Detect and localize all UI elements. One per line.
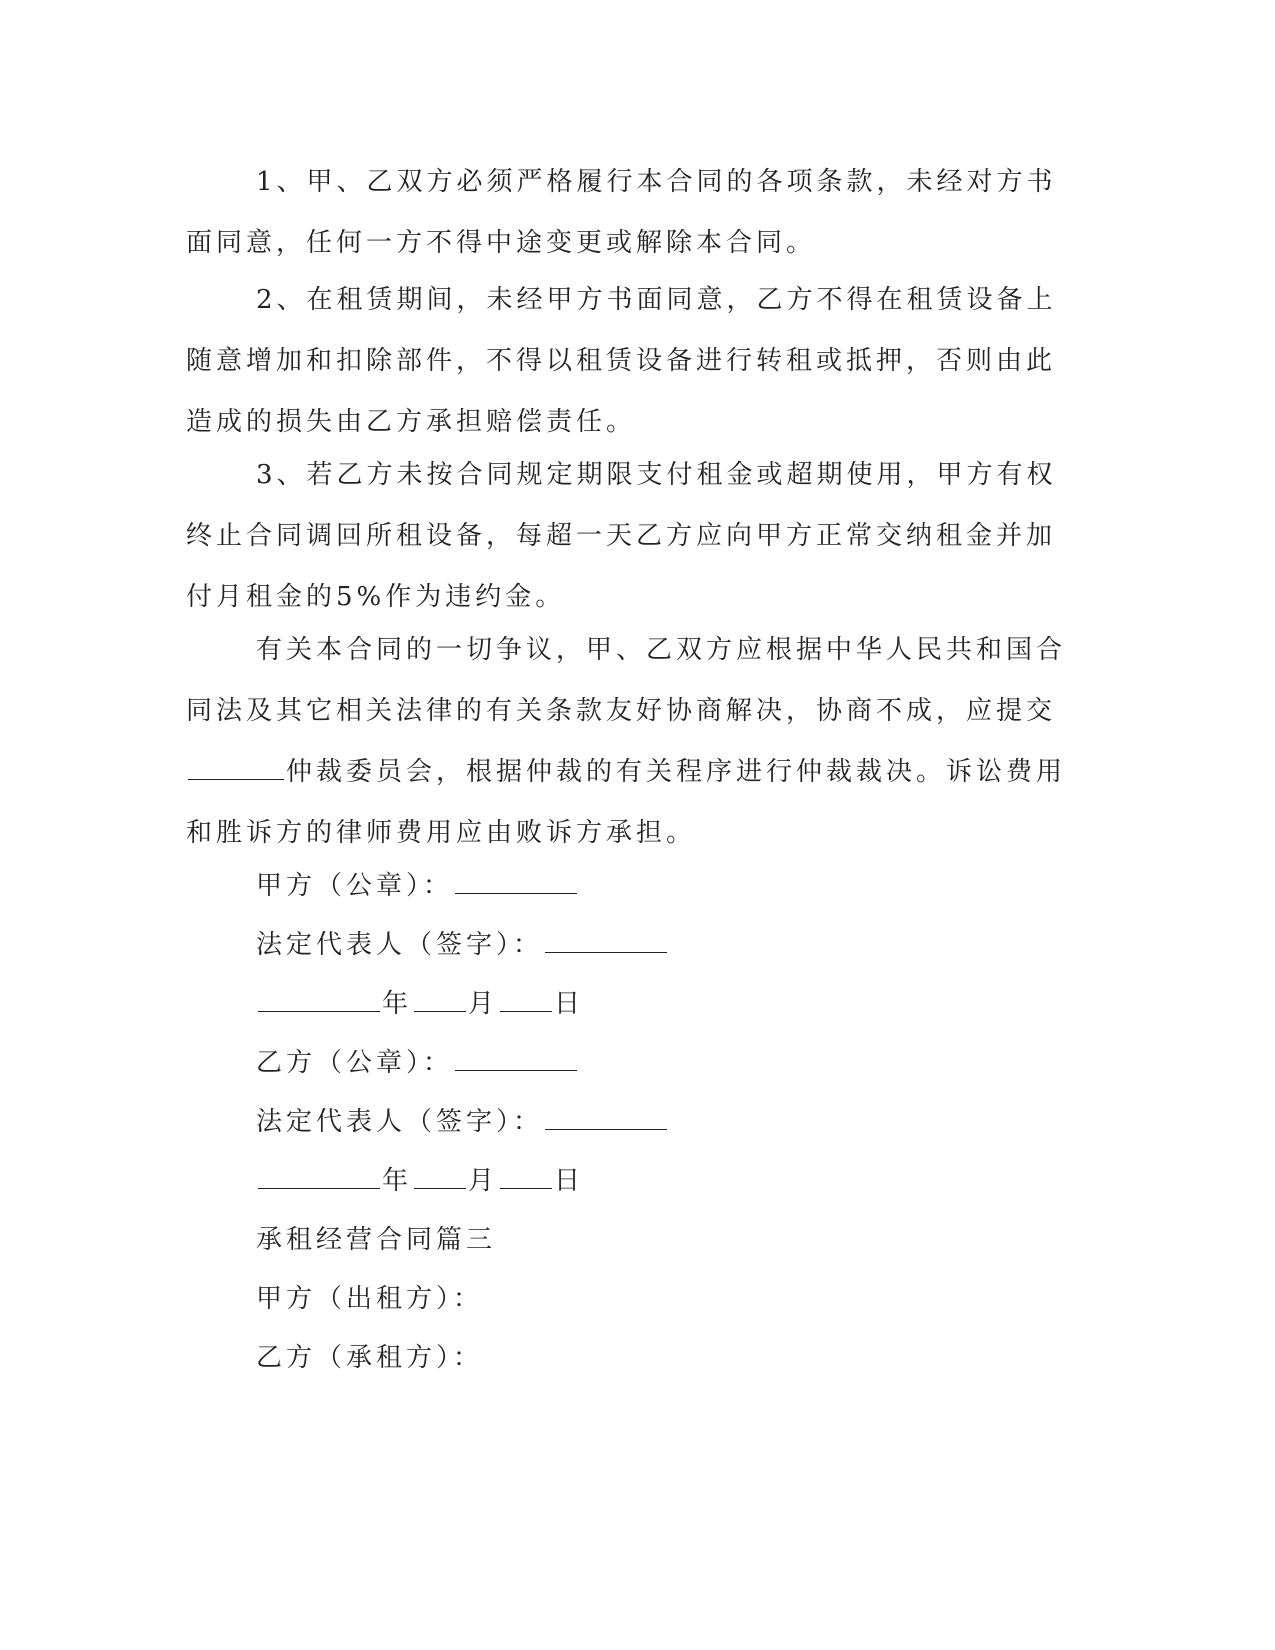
section-title: 承租经营合同篇三 (256, 1225, 497, 1255)
clause-1: 1、甲、乙双方必须严格履行本合同的各项条款，未经对方书面同意，任何一方不得中途变更或解除本合同。 (186, 167, 1057, 258)
day-blank (500, 1166, 552, 1189)
party-a-seal-line (256, 856, 579, 917)
dispute-clause (186, 620, 1066, 864)
day-label: 日 (554, 989, 585, 1019)
party-a-rep-line (256, 915, 669, 976)
year-blank (258, 989, 380, 1012)
month-label: 月 (468, 989, 499, 1019)
year-label: 年 (382, 989, 413, 1019)
party-b-rep-line (256, 1092, 669, 1153)
party-a-rep-label: 法定代表人（签字）： (256, 930, 544, 960)
party-b-rep-blank (545, 1107, 667, 1130)
dispute-text-1: 有关本合同的一切争议，甲、乙双方应根据中华人民共和国合同法及其它相关法律的有关条款友好协商解决，协商不成，应提交 (186, 635, 1067, 726)
year-label: 年 (382, 1166, 413, 1196)
month-blank (414, 989, 466, 1012)
clause-2: 2、在租赁期间，未经甲方书面同意，乙方不得在租赁设备上随意增加和扣除部件，不得以租赁设备进行转租或抵押，否则由此造成的损失由乙方承担赔偿责任。 (186, 285, 1057, 437)
day-blank (500, 989, 552, 1012)
party-b-seal-blank (455, 1048, 577, 1071)
day-label: 日 (554, 1166, 585, 1196)
lessee-line: 乙方（承租方）： (256, 1343, 484, 1373)
month-blank (414, 1166, 466, 1189)
month-label: 月 (468, 1166, 499, 1196)
party-a-date-line (256, 974, 584, 1035)
party-b-rep-label: 法定代表人（签字）： (256, 1107, 544, 1137)
party-a-rep-blank (545, 930, 667, 953)
clause-3: 3、若乙方未按合同规定期限支付租金或超期使用，甲方有权终止合同调回所租设备，每超一天乙方应向甲方正常交纳租金并加付月租金的5%作为违约金。 (186, 460, 1057, 612)
party-a-seal-blank (455, 871, 577, 894)
lessor-line: 甲方（出租方）： (256, 1284, 484, 1314)
party-b-date-line (256, 1151, 584, 1212)
arbitration-blank (188, 757, 284, 780)
party-a-seal-label: 甲方（公章）： (256, 871, 454, 901)
year-blank (258, 1166, 380, 1189)
party-b-seal-line (256, 1033, 579, 1094)
party-b-seal-label: 乙方（公章）： (256, 1048, 454, 1078)
dispute-text-2: 仲裁委员会，根据仲裁的有关程序进行仲裁裁决。诉讼费用和胜诉方的律师费用应由败诉方承担。 (186, 757, 1067, 848)
